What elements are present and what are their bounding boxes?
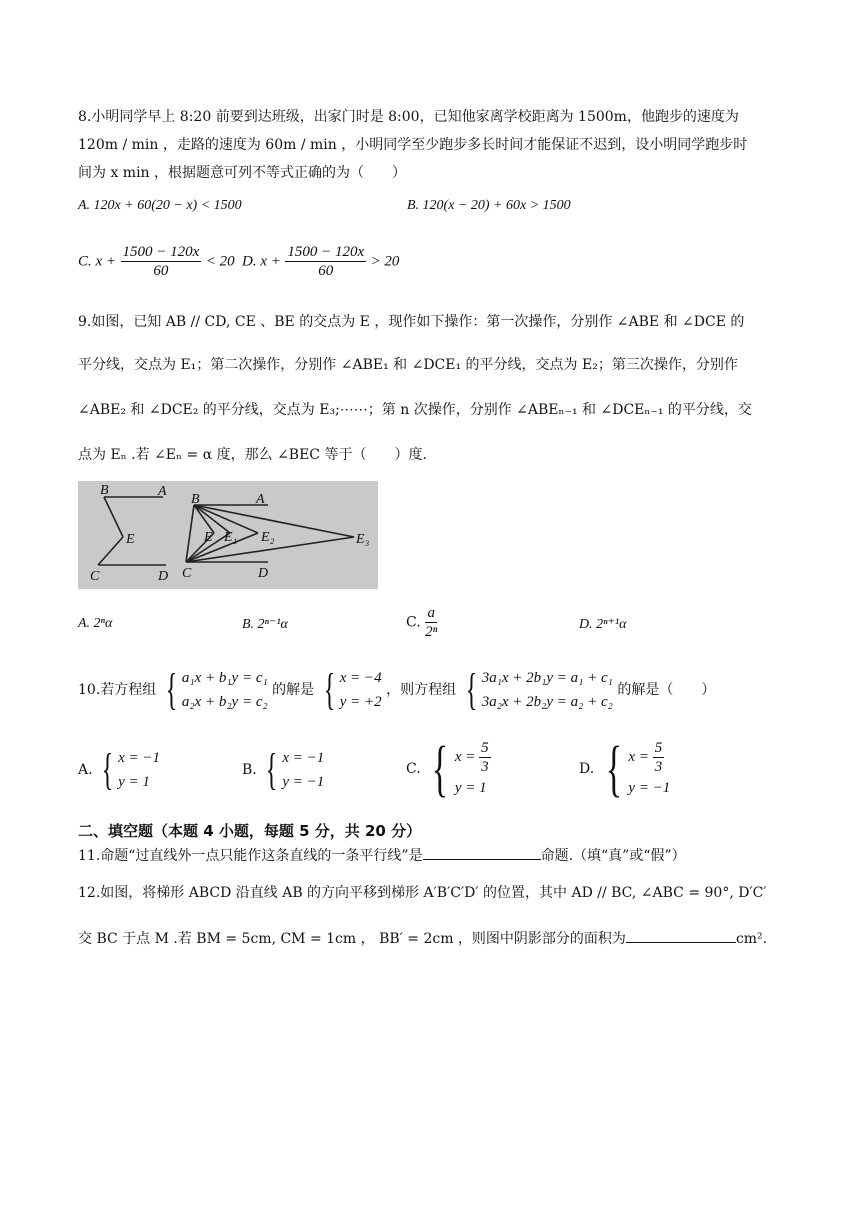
q8-option-c-fraction — [121, 243, 202, 280]
q10-option-d-y: y = −1 — [628, 779, 671, 796]
q10-option-d-num: 5 — [654, 739, 663, 756]
q8-option-c-numerator: 1500 − 120x — [122, 244, 200, 260]
q10-option-b-label: B. — [242, 762, 257, 778]
q8-line2: 120m / min ，走路的速度为 60m / min ，小明同学至少跑步多长时间才能保证不迟到，设小明同学跑步时 — [78, 137, 748, 153]
q10-option-c-num: 5 — [481, 739, 489, 756]
q10-brace-icon: { — [465, 665, 477, 714]
q10-option-a-row1: x = −1 — [118, 750, 161, 766]
q10-suffix: 的解是（ ） — [617, 682, 716, 698]
q10-option-a-row2: y = 1 — [118, 774, 150, 790]
q10-brace-icon: { — [605, 735, 622, 803]
q11-after: 命题.（填“真”或“假”） — [540, 848, 686, 864]
q10-option-d — [579, 735, 671, 803]
q10-brace-icon: { — [165, 665, 178, 714]
q8-option-b: B. 120(x − 20) + 60x > 1500 — [407, 198, 571, 213]
q10-sys1-row1: a₁x + b₁y = c₁ — [181, 670, 268, 686]
fig-label-e2-sub: E₂ — [261, 530, 275, 545]
q10-brace-icon: { — [431, 735, 449, 803]
q8-option-c-denominator: 60 — [153, 263, 169, 279]
q10-brace-icon: { — [323, 665, 335, 714]
fig-label-d2: D — [258, 566, 269, 581]
q10-sys2-row2: 3a₂x + 2b₂y = a₂ + c₂ — [481, 694, 613, 710]
q10-prefix: 10.若方程组 — [78, 682, 157, 698]
q10-option-b — [242, 746, 324, 794]
q9-option-c-numerator: a — [427, 605, 435, 621]
fig-label-a1: A — [158, 484, 167, 499]
q10-option-c — [406, 735, 491, 803]
fig-label-e1: E — [126, 532, 135, 547]
q9-line2: 平分线，交点为 E₁；第二次操作，分别作 ∠ABE₁ 和 ∠DCE₁ 的平分线，交点为 E₂；第三次操作，分别作 — [78, 357, 738, 373]
q8-option-d-numerator: 1500 − 120x — [287, 244, 365, 260]
q9-figure — [78, 481, 378, 589]
q12-line1: 12.如图，将梯形 ABCD 沿直线 AB 的方向平移到梯形 A′B′C′D′ 的位置，其中 AD // BC, ∠ABC = 90°, D′C′ — [78, 885, 767, 901]
fig-label-d1: D — [158, 569, 169, 584]
q8-option-d-denominator: 60 — [318, 263, 334, 279]
q9-line1: 9.如图，已知 AB // CD, CE 、BE 的交点为 E ，现作如下操作：第一次操作，分别作 ∠ABE 和 ∠DCE 的 — [78, 314, 745, 330]
q9-option-c-prefix: C. — [406, 614, 421, 631]
q12-line2-before: 交 BC 于点 M .若 BM = 5cm, CM = 1cm ， BB′ = 2cm ，则图中阴影部分的面积为 — [78, 931, 626, 947]
q11-before: 11.命题“过直线外一点只能作这条直线的一条平行线”是 — [78, 848, 423, 864]
q10-option-c-label: C. — [406, 761, 421, 777]
q10-option-d-x: x = — [628, 748, 649, 765]
q10-option-c-y: y = 1 — [454, 779, 487, 796]
q10-option-c-x: x = — [454, 748, 476, 765]
q8-option-d-prefix: D. x + — [242, 253, 281, 270]
fig-label-b2: B — [191, 492, 200, 507]
fig-label-e2: E — [204, 530, 213, 545]
q9-line4: 点为 Eₙ .若 ∠Eₙ = α 度，那么 ∠BEC 等于（ ）度. — [78, 447, 427, 463]
section-heading: 二、填空题（本题 4 小题，每题 5 分，共 20 分） — [78, 822, 422, 840]
q9-option-d: D. 2ⁿ⁺¹α — [579, 617, 627, 632]
q9-option-b: B. 2ⁿ⁻¹α — [242, 617, 288, 632]
q8-option-a: A. 120x + 60(20 − x) < 1500 — [78, 198, 242, 213]
q8-option-d — [242, 243, 399, 280]
q8-option-c-suffix: < 20 — [205, 253, 235, 270]
q12-line2 — [78, 929, 767, 949]
q8-option-d-suffix: > 20 — [370, 253, 400, 270]
q9-option-c-denominator: 2ⁿ — [425, 624, 438, 640]
q9-option-a: A. 2ⁿα — [78, 616, 113, 631]
q10-brace-icon: { — [101, 745, 114, 794]
q8-option-c — [78, 243, 235, 280]
q10-option-b-row1: x = −1 — [282, 750, 325, 766]
q10-option-a — [78, 746, 160, 794]
q9-option-c — [406, 604, 437, 641]
q12-line2-after: cm². — [735, 931, 768, 947]
q8-line3: 间为 x min ，根据题意可列不等式正确的为（ ） — [78, 165, 407, 181]
q10-solution — [319, 666, 382, 714]
q10-stem — [78, 666, 715, 714]
q11 — [78, 846, 686, 866]
q10-system-2 — [461, 666, 613, 714]
q8-line1: 8.小明同学早上 8:20 前要到达班级，出家门时是 8:00，已知他家离学校距离为 1500m，他跑步的速度为 — [78, 109, 739, 125]
fig-label-c1: C — [90, 569, 100, 584]
fig-label-a2: A — [256, 492, 265, 507]
q10-brace-icon: { — [265, 745, 278, 794]
q10-mid1: 的解是 — [272, 682, 315, 698]
q10-option-b-row2: y = −1 — [282, 774, 325, 790]
q9-figure-svg — [78, 481, 378, 589]
q11-blank[interactable] — [423, 847, 541, 860]
q10-option-a-label: A. — [78, 762, 93, 778]
q8-option-c-prefix: C. x + — [78, 253, 117, 270]
q9-option-c-fraction — [425, 604, 437, 641]
q8-option-d-fraction — [285, 243, 366, 280]
fig-label-e1-sub: E₁ — [224, 530, 238, 545]
q10-sol-row2: y = +2 — [339, 694, 382, 710]
q12-blank[interactable] — [626, 930, 736, 943]
q10-sys2-row1: 3a₁x + 2b₁y = a₁ + c₁ — [481, 670, 613, 686]
q10-option-c-den: 3 — [481, 758, 489, 775]
q9-line3: ∠ABE₂ 和 ∠DCE₂ 的平分线，交点为 E₃;⋯⋯；第 n 次操作，分别作 ∠ABEₙ₋₁ 和 ∠DCEₙ₋₁ 的平分线，交 — [78, 402, 752, 418]
q10-sol-row1: x = −4 — [339, 670, 382, 686]
fig-label-b1: B — [100, 483, 109, 498]
q10-option-d-label: D. — [579, 761, 595, 777]
q10-sys1-row2: a₂x + b₂y = c₂ — [181, 694, 268, 710]
q10-mid2: ，则方程组 — [386, 682, 457, 698]
fig-label-e3-sub: E₃ — [356, 532, 370, 547]
q10-system-1 — [161, 666, 268, 714]
fig-label-c2: C — [182, 566, 192, 581]
q10-option-d-den: 3 — [654, 758, 663, 775]
